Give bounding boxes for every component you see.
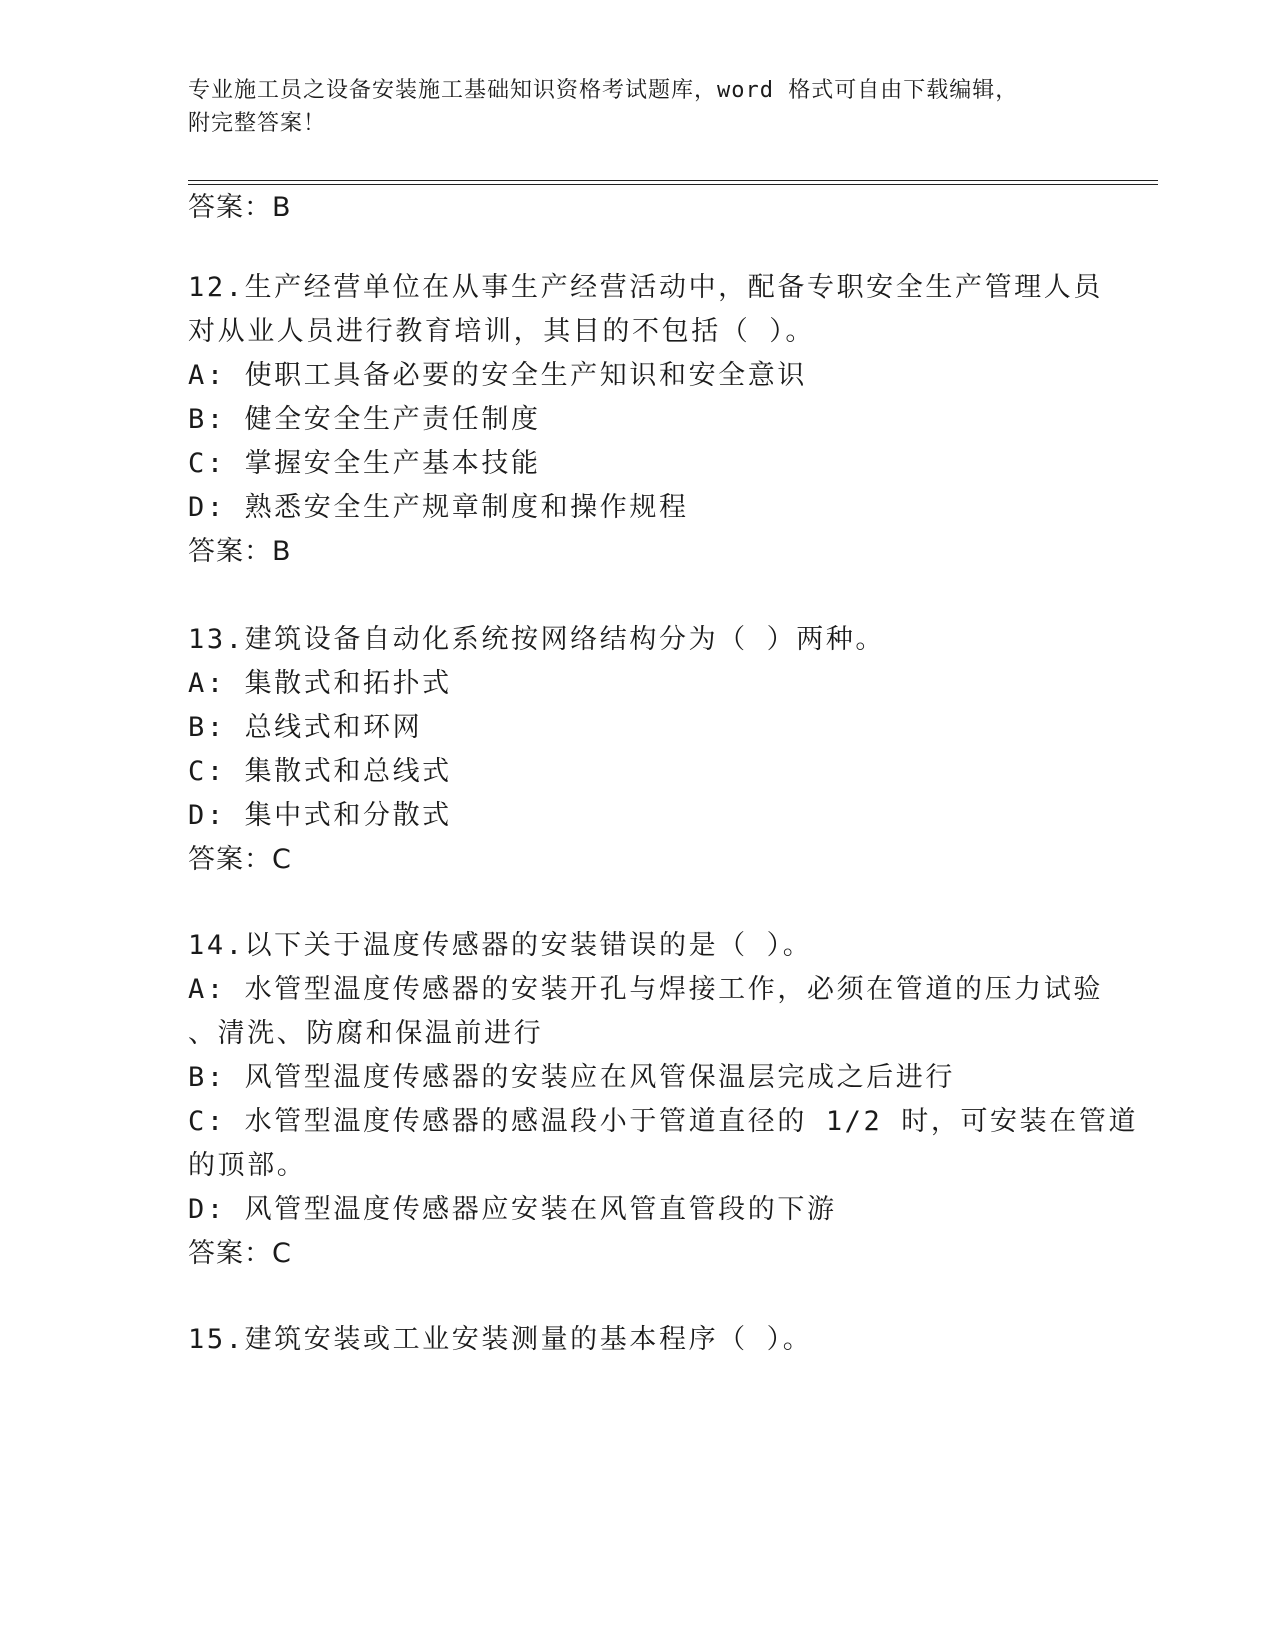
previous-answer: 答案：B bbox=[188, 192, 292, 223]
question-12-option-c: C: 掌握安全生产基本技能 bbox=[188, 448, 541, 479]
question-12-option-b: B: 健全安全生产责任制度 bbox=[188, 404, 541, 435]
header-line-2: 附完整答案！ bbox=[188, 111, 327, 136]
question-14-option-a-line-2: 、清洗、防腐和保温前进行 bbox=[188, 1018, 544, 1049]
question-12-stem-line-2: 对从业人员进行教育培训，其目的不包括（ ）。 bbox=[188, 316, 815, 347]
document-header bbox=[188, 74, 1068, 140]
question-14-option-c-line-2: 的顶部。 bbox=[188, 1150, 307, 1181]
header-divider-bottom bbox=[188, 184, 1158, 185]
question-13-stem: 13.建筑设备自动化系统按网络结构分为（ ）两种。 bbox=[188, 624, 886, 655]
question-14-option-d: D: 风管型温度传感器应安装在风管直管段的下游 bbox=[188, 1194, 837, 1225]
question-13-option-a: A: 集散式和拓扑式 bbox=[188, 668, 452, 699]
question-14-option-c-line-1: C: 水管型温度传感器的感温段小于管道直径的 1/2 时，可安装在管道 bbox=[188, 1106, 1139, 1137]
question-14-stem: 14.以下关于温度传感器的安装错误的是（ ）。 bbox=[188, 930, 813, 961]
question-13-option-b: B: 总线式和环网 bbox=[188, 712, 423, 743]
header-line-1: 专业施工员之设备安装施工基础知识资格考试题库，word 格式可自由下载编辑， bbox=[188, 78, 1019, 103]
question-12-option-d: D: 熟悉安全生产规章制度和操作规程 bbox=[188, 492, 689, 523]
question-13-option-d: D: 集中式和分散式 bbox=[188, 800, 452, 831]
header-divider-top bbox=[188, 180, 1158, 181]
question-15-stem: 15.建筑安装或工业安装测量的基本程序（ ）。 bbox=[188, 1324, 813, 1355]
question-13-answer: 答案：C bbox=[188, 844, 292, 875]
question-14-option-b: B: 风管型温度传感器的安装应在风管保温层完成之后进行 bbox=[188, 1062, 955, 1093]
question-12-answer: 答案：B bbox=[188, 536, 292, 567]
question-14-answer: 答案：C bbox=[188, 1238, 292, 1269]
question-12-option-a: A: 使职工具备必要的安全生产知识和安全意识 bbox=[188, 360, 807, 391]
question-14-option-a-line-1: A: 水管型温度传感器的安装开孔与焊接工作，必须在管道的压力试验 bbox=[188, 974, 1103, 1005]
question-12-stem-line-1: 12.生产经营单位在从事生产经营活动中，配备专职安全生产管理人员 bbox=[188, 272, 1103, 303]
question-13-option-c: C: 集散式和总线式 bbox=[188, 756, 452, 787]
